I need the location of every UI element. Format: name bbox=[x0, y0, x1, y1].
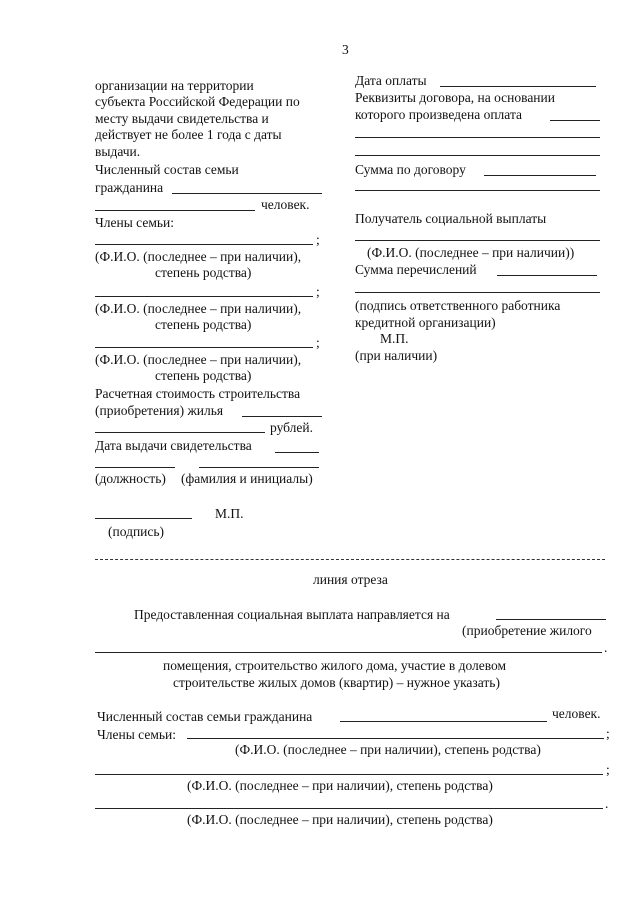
issue-date-label: Дата выдачи свидетельства bbox=[95, 438, 252, 453]
members-label-bottom: Члены семьи: bbox=[97, 727, 176, 742]
member-2-semicolon-bottom: ; bbox=[606, 762, 610, 777]
if-any-hint: (при наличии) bbox=[355, 348, 438, 363]
contract-label: Реквизиты договора, на основании bbox=[355, 90, 555, 105]
contract-sum-field[interactable] bbox=[484, 175, 596, 176]
purpose-field[interactable] bbox=[496, 619, 606, 620]
page-number: 3 bbox=[342, 42, 349, 57]
left-text-line-4: действует не более 1 года с даты bbox=[95, 127, 282, 142]
payment-date-label: Дата оплаты bbox=[355, 73, 427, 88]
member-3-field-bottom[interactable] bbox=[95, 808, 603, 809]
member-2-hint-bottom: (Ф.И.О. (последнее – при наличии), степень родства) bbox=[187, 778, 493, 793]
left-text-line-1: организации на территории bbox=[95, 78, 254, 93]
family-size-field[interactable] bbox=[172, 193, 322, 194]
purpose-field-2[interactable] bbox=[95, 652, 602, 653]
recipient-label: Получатель социальной выплаты bbox=[355, 211, 547, 226]
names-hint: (фамилия и инициалы) bbox=[181, 471, 313, 486]
payment-date-field[interactable] bbox=[440, 86, 596, 87]
cost-field[interactable] bbox=[242, 416, 322, 417]
family-size-label: Численный состав семьи bbox=[95, 162, 239, 177]
position-hint: (должность) bbox=[95, 471, 166, 486]
members-label: Члены семьи: bbox=[95, 215, 174, 230]
bank-sign-hint-2: кредитной организации) bbox=[355, 315, 496, 330]
member-1-semicolon-bottom: ; bbox=[606, 726, 610, 741]
member-1-field-bottom[interactable] bbox=[187, 738, 604, 739]
directed-label: Предоставленная социальная выплата направляется на bbox=[134, 607, 450, 622]
purpose-hint: (приобретение жилого bbox=[462, 623, 592, 638]
member-2-field-bottom[interactable] bbox=[95, 774, 603, 775]
left-text-line-3: месту выдачи свидетельства и bbox=[95, 111, 269, 126]
transfer-sum-field[interactable] bbox=[497, 275, 597, 276]
purpose-period: . bbox=[604, 640, 608, 655]
contract-sum-field-2[interactable] bbox=[355, 190, 600, 191]
left-text-line-5: выдачи. bbox=[95, 144, 141, 159]
member-2-field[interactable] bbox=[95, 296, 313, 297]
left-stamp: М.П. bbox=[215, 506, 244, 521]
signature-field[interactable] bbox=[95, 518, 192, 519]
member-2-fio-hint: (Ф.И.О. (последнее – при наличии), bbox=[95, 301, 302, 316]
member-3-relation-hint: степень родства) bbox=[155, 368, 252, 383]
member-1-relation-hint: степень родства) bbox=[155, 265, 252, 280]
cost-amount-field[interactable] bbox=[95, 432, 265, 433]
family-count-field[interactable] bbox=[95, 210, 255, 211]
bank-sign-hint: (подпись ответственного работника bbox=[355, 298, 561, 313]
contract-field-3[interactable] bbox=[355, 155, 600, 156]
right-stamp: М.П. bbox=[380, 331, 409, 346]
cost-label-2: (приобретения) жилья bbox=[95, 403, 224, 418]
member-2-semicolon: ; bbox=[316, 284, 320, 299]
cut-line-label: линия отреза bbox=[313, 572, 388, 587]
rubles-label: рублей. bbox=[270, 420, 314, 435]
member-2-relation-hint: степень родства) bbox=[155, 317, 252, 332]
member-3-period-bottom: . bbox=[605, 796, 609, 811]
cost-label: Расчетная стоимость строительства bbox=[95, 386, 301, 401]
member-1-hint-bottom: (Ф.И.О. (последнее – при наличии), степень родства) bbox=[235, 742, 541, 757]
member-1-field[interactable] bbox=[95, 244, 313, 245]
issue-date-field[interactable] bbox=[275, 452, 319, 453]
member-1-fio-hint: (Ф.И.О. (последнее – при наличии), bbox=[95, 249, 302, 264]
persons-label-bottom: человек. bbox=[552, 706, 601, 721]
contract-field-1[interactable] bbox=[550, 120, 600, 121]
recipient-fio-hint: (Ф.И.О. (последнее – при наличии)) bbox=[367, 245, 575, 260]
transfer-sum-label: Сумма перечислений bbox=[355, 262, 477, 277]
member-1-semicolon: ; bbox=[316, 232, 320, 247]
family-size-field-bottom[interactable] bbox=[340, 721, 547, 722]
persons-label: человек. bbox=[261, 197, 310, 212]
bank-signature-field[interactable] bbox=[355, 292, 600, 293]
citizen-label: гражданина bbox=[95, 180, 164, 195]
purpose-hint-2: помещения, строительство жилого дома, участие в долевом bbox=[163, 658, 507, 673]
signature-hint: (подпись) bbox=[108, 524, 165, 539]
recipient-field[interactable] bbox=[355, 240, 600, 241]
left-text-line-2: субъекта Российской Федерации по bbox=[95, 94, 300, 109]
contract-field-2[interactable] bbox=[355, 137, 600, 138]
contract-sum-label: Сумма по договору bbox=[355, 162, 466, 177]
purpose-hint-3: строительстве жилых домов (квартир) – нужное указать) bbox=[173, 675, 500, 690]
position-field[interactable] bbox=[95, 467, 175, 468]
names-field[interactable] bbox=[199, 467, 319, 468]
member-3-field[interactable] bbox=[95, 347, 313, 348]
member-3-fio-hint: (Ф.И.О. (последнее – при наличии), bbox=[95, 352, 302, 367]
member-3-semicolon: ; bbox=[316, 335, 320, 350]
member-3-hint-bottom: (Ф.И.О. (последнее – при наличии), степень родства) bbox=[187, 812, 493, 827]
cut-line bbox=[95, 559, 605, 560]
contract-label-2: которого произведена оплата bbox=[355, 107, 522, 122]
family-size-label-bottom: Численный состав семьи гражданина bbox=[97, 709, 313, 724]
